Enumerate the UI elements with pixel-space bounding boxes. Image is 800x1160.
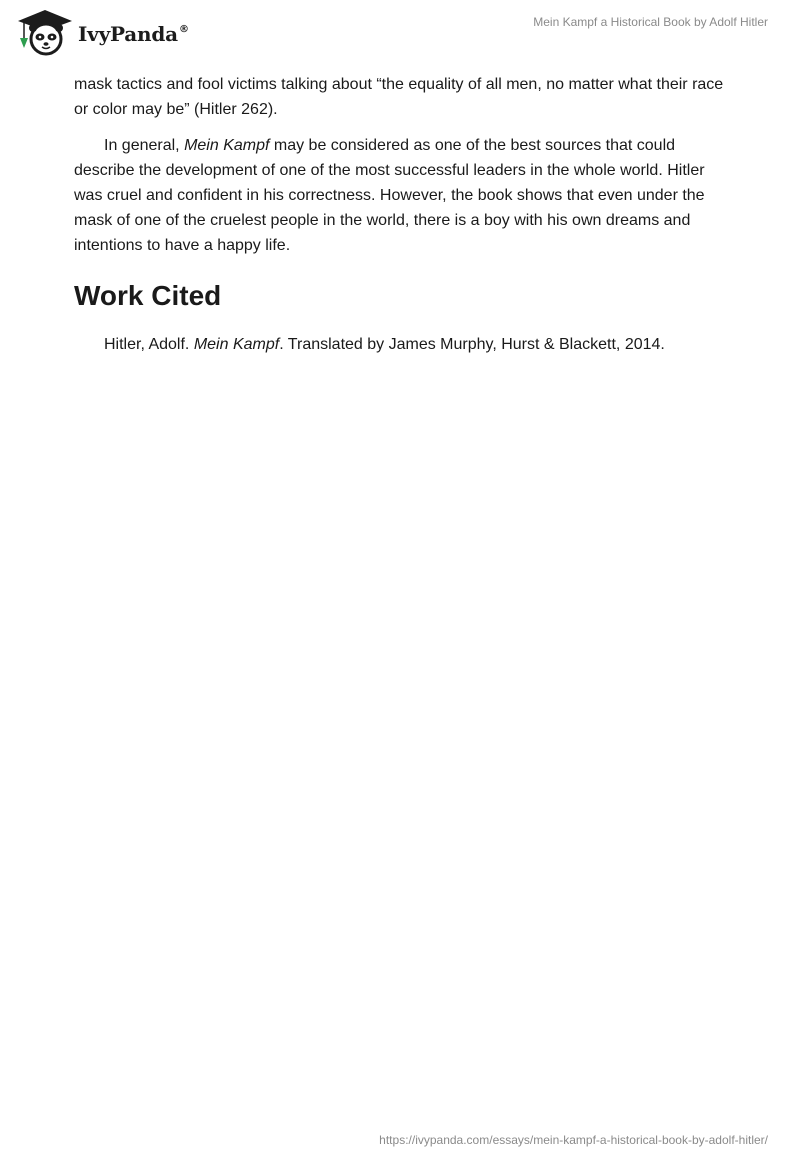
essay-content [74, 72, 734, 357]
paragraph-conclusion [74, 133, 734, 258]
source-url[interactable]: https://ivypanda.com/essays/mein-kampf-a-historical-book-by-adolf-hitler/ [379, 1133, 768, 1147]
panda-graduate-icon [16, 8, 74, 58]
document-title: Mein Kampf a Historical Book by Adolf Hitler [533, 15, 768, 29]
citation-author: Hitler, Adolf. [104, 336, 194, 353]
citation-details: . Translated by James Murphy, Hurst & Blackett, 2014. [279, 336, 665, 353]
ivypanda-logo[interactable] [16, 8, 189, 58]
registered-mark: ® [178, 24, 189, 35]
works-cited-heading: Work Cited [74, 280, 222, 311]
paragraph-lead: In general, [104, 137, 185, 154]
citation-entry [74, 332, 734, 357]
paragraph-continued: mask tactics and fool victims talking about “the equality of all men, no matter what their race or color may be” (Hitler 262). [74, 76, 724, 118]
paragraph-rest: may be considered as one of the best sources that could describe the development of one of the most successful leaders in the whole world. Hitler was cruel and confident in his correctness. However, the book shows that even under the mask of one of the cruelest people in the world, there is a boy with his own dreams and intentions to have a happy life. [74, 137, 705, 254]
citation-title: Mein Kampf [193, 336, 280, 353]
page-header [0, 0, 800, 66]
brand-name: IvyPanda® [78, 22, 189, 46]
book-title-italic: Mein Kampf [184, 137, 270, 154]
